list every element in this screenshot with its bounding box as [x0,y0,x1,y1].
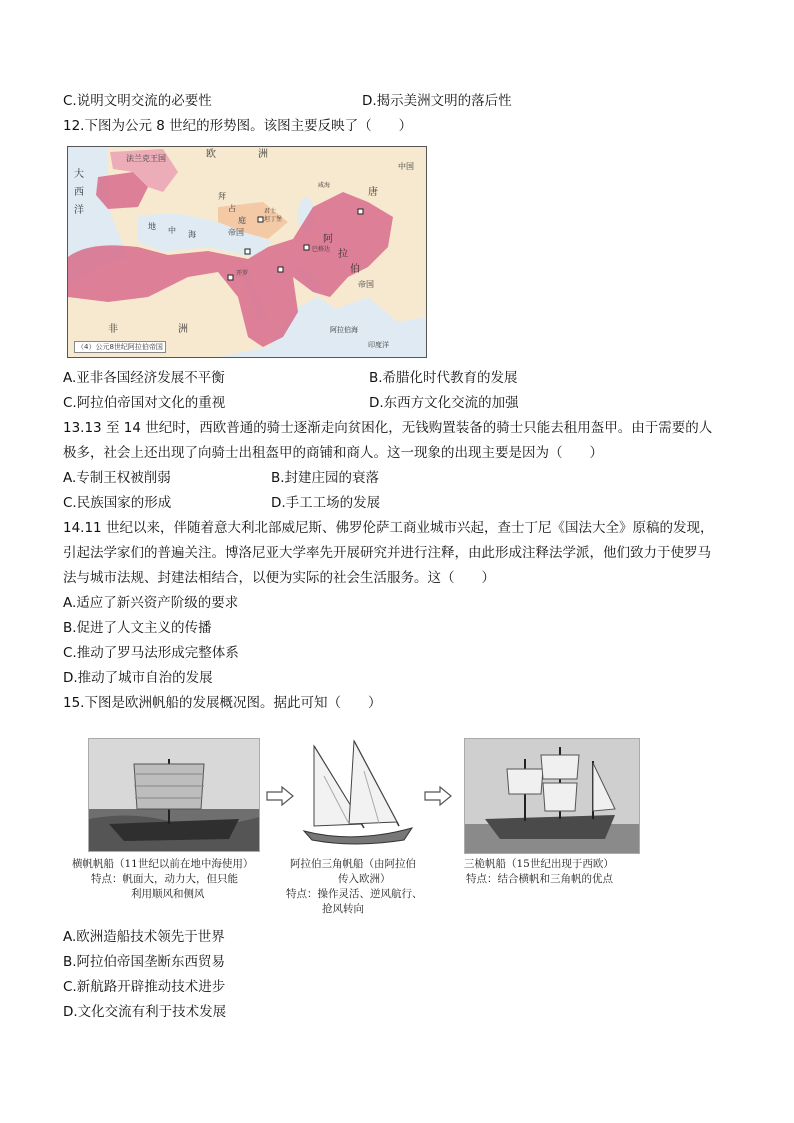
q12-option-b: B.希腊化时代教育的发展 [369,370,518,386]
map-label-constantinople1: 君士 [264,208,277,215]
q11-option-d: D.揭示美洲文明的落后性 [362,93,512,109]
map-label-fei: 非 [108,324,118,335]
ship-image-square-sail [88,738,260,852]
map-label-diguo2: 帝国 [358,280,374,289]
ship1-caption-line3: 利用顺风和侧风 [131,888,205,900]
map-label-china: 中国 [398,162,414,171]
q14-option-d: D.推动了城市自治的发展 [63,670,213,686]
map-label-da: 大 [74,169,84,180]
ship3-caption-line1: 三桅帆船（15世纪出现于西欧） [464,858,614,870]
q11-option-c: C.说明文明交流的必要性 [63,93,212,109]
q13-stem-line1: 13.13 至 14 世纪时，西欧普通的骑士逐渐走向贫困化，无钱购置装备的骑士只能去租用盔甲。由于需要的人 [63,420,713,436]
q13-option-d: D.手工工场的发展 [271,495,381,511]
q13-option-a: A.专制王权被削弱 [63,470,171,486]
lateen-sail-ship-icon [294,736,420,852]
ship-image-lateen-sail [294,736,420,852]
ship2-caption-line1: 阿拉伯三角帆船（由阿拉伯 [290,858,416,870]
q13-option-c: C.民族国家的形成 [63,495,172,511]
map-label-ou: 欧 [206,149,216,160]
q14-option-c: C.推动了罗马法形成完整体系 [63,645,239,661]
q15-option-d: D.文化交流有利于技术发展 [63,1004,227,1020]
map-label-yang: 洋 [74,205,84,216]
q12-option-c: C.阿拉伯帝国对文化的重视 [63,395,226,411]
map-label-tang: 唐 [368,187,378,198]
map-label-ting: 庭 [238,216,246,225]
q12-option-d: D.东西方文化交流的加强 [369,395,519,411]
ship-image-three-mast [464,738,640,854]
q14-stem-line2: 引起法学家们的普遍关注。博洛尼亚大学率先开展研究并进行注释，由此形成注释法学派，他们致力于使罗马 [63,545,711,561]
map-label-bo: 伯 [350,264,360,275]
q13-stem-line2: 极多，社会上还出现了向骑士出租盔甲的商铺和商人。这一现象的出现主要是因为（ ） [63,445,603,461]
q15-stem: 15.下图是欧洲帆船的发展概况图。据此可知（ ） [63,695,382,711]
map-graphic [68,147,426,357]
ship1-caption-line1: 横帆帆船（11世纪以前在地中海使用） [72,858,254,870]
ship2-caption-line3: 特点：操作灵活、逆风航行、 [286,888,423,900]
map-label-zhou: 洲 [258,149,268,160]
map-label-indian-ocean: 印度洋 [368,341,389,349]
map-label-baghdad: 巴格达 [312,246,331,253]
square-sail-ship-icon [89,739,259,851]
map-label-zhan: 占 [228,204,236,213]
q13-option-b: B.封建庄园的衰落 [271,470,380,486]
arab-empire-map [67,146,427,358]
map-label-di: 地 [148,222,156,231]
q14-stem-line3: 法与城市法规、封建法相结合，以便为实际的社会生活服务。这（ ） [63,570,495,586]
q15-option-a: A.欧洲造船技术领先于世界 [63,929,225,945]
q14-option-b: B.促进了人文主义的传播 [63,620,212,636]
map-label-la: 拉 [338,249,348,260]
map-label-bai: 拜 [218,192,226,201]
map-label-diguo1: 帝国 [228,228,244,237]
ship3-caption-line2: 特点：结合横帆和三角帆的优点 [466,873,613,885]
map-label-hai: 海 [188,230,196,239]
arrow-right-icon-2 [424,786,452,810]
map-label-franks: 法兰克王国 [126,154,166,163]
q14-stem-line1: 14.11 世纪以来，伴随着意大利北部威尼斯、佛罗伦萨工商业城市兴起，查士丁尼《国法大全》原稿的发现， [63,520,714,536]
q12-stem: 12.下图为公元 8 世纪的形势图。该图主要反映了（ ） [63,118,413,134]
map-label-cairo: 开罗 [236,270,249,277]
map-caption: （4）公元8世纪阿拉伯帝国 [74,341,166,353]
q14-option-a: A.适应了新兴资产阶级的要求 [63,595,239,611]
ship1-caption-line2: 特点：帆面大，动力大，但只能 [91,873,238,885]
q15-option-c: C.新航路开辟推动技术进步 [63,979,226,995]
q12-option-a: A.亚非各国经济发展不平衡 [63,370,225,386]
map-label-arabian-sea: 阿拉伯海 [330,326,358,334]
three-mast-ship-icon [465,739,639,853]
map-label-zhou2: 洲 [178,324,188,335]
ship2-caption-line4: 抢风转向 [322,903,364,915]
map-label-zhong: 中 [168,226,176,235]
map-label-constantinople2: 坦丁堡 [264,216,283,223]
map-label-a: 阿 [323,234,333,245]
q15-option-b: B.阿拉伯帝国垄断东西贸易 [63,954,226,970]
map-label-xi: 西 [74,187,84,198]
ship2-caption-line2: 传入欧洲） [338,873,391,885]
arrow-right-icon [266,786,294,810]
map-label-aral: 咸海 [318,182,331,189]
